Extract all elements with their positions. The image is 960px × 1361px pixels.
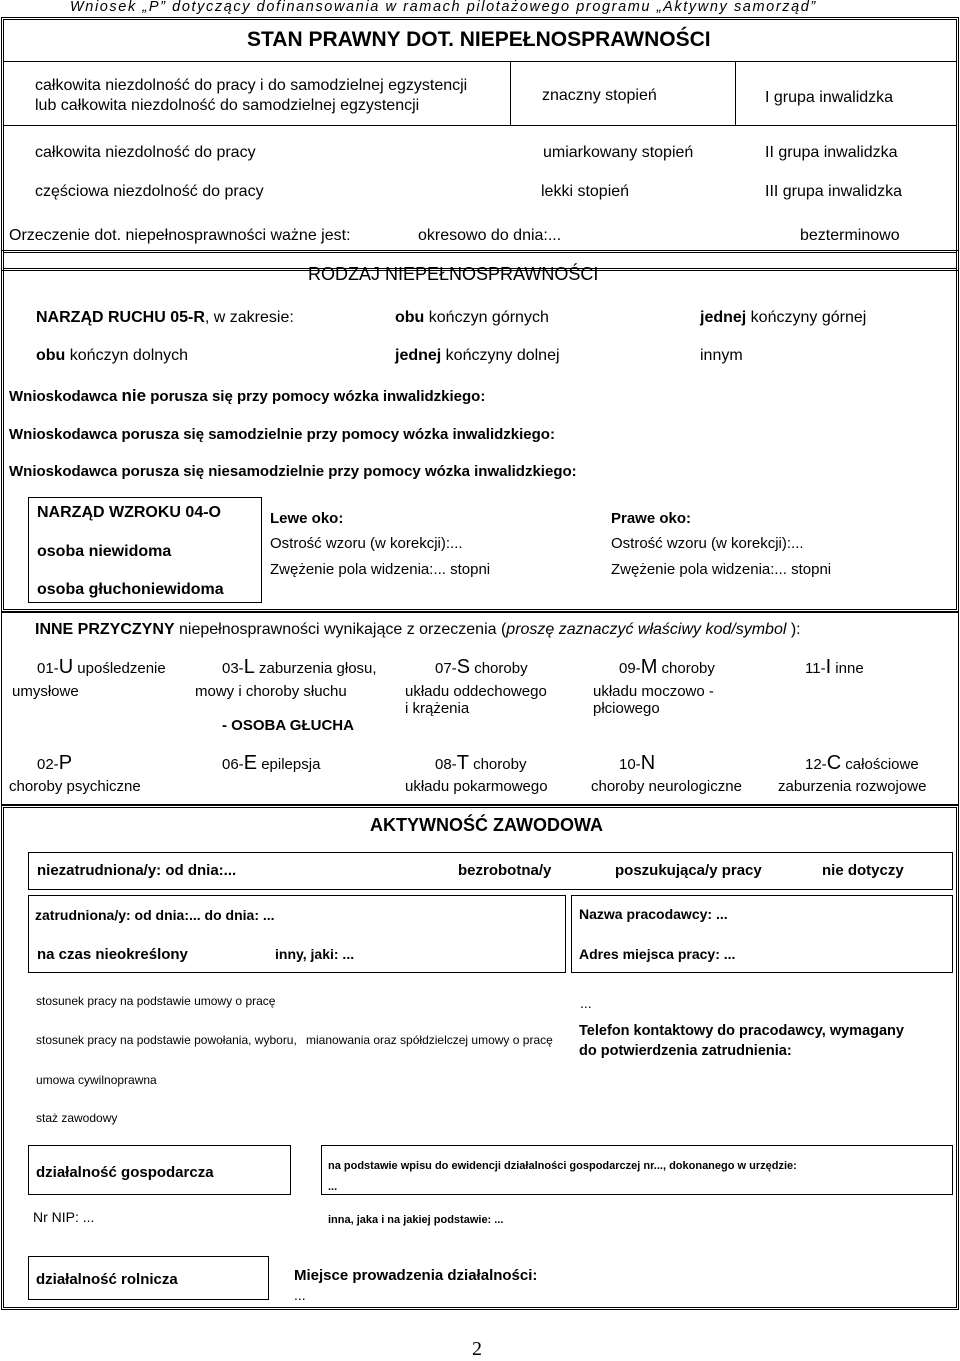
row1-degree: znaczny stopień <box>542 87 657 104</box>
wheelchair-self: Wnioskodawca porusza się samodzielnie przy pomocy wózka inwalidzkiego: <box>9 426 555 443</box>
code-l-line3: - OSOBA GŁUCHA <box>222 717 354 734</box>
unemployed-since: niezatrudniona/y: od dnia:... <box>37 862 237 879</box>
right-eye-acuity: Ostrość wzoru (w korekcji):... <box>611 535 804 552</box>
not-applicable: nie dotyczy <box>822 862 904 879</box>
code-m-line3: płciowego <box>593 700 660 717</box>
work-title: AKTYWNOŚĆ ZAWODOWA <box>370 815 603 835</box>
registry-entry: na podstawie wpisu do ewidencji działalności gospodarczej nr..., dokonanego w urzędzie: <box>328 1160 797 1172</box>
one-upper-limb: jednej kończyny górnej <box>700 309 867 326</box>
code-m-line2: układu moczowo - <box>593 683 714 700</box>
employer-address: Adres miejsca pracy: ... <box>579 946 736 962</box>
employer-phone: Telefon kontaktowy do pracodawcy, wymagany <box>579 1023 904 1039</box>
job-seeking: poszukująca/y pracy <box>615 862 762 879</box>
code-n: 10-N <box>619 752 656 774</box>
row3-degree: lekki stopień <box>541 183 630 200</box>
code-i: 11-I inne <box>805 656 864 678</box>
business-activity: działalność gospodarcza <box>36 1164 214 1181</box>
farming-activity: działalność rolnicza <box>36 1271 178 1288</box>
other-limb: innym <box>700 347 743 364</box>
validity-indefinite: bezterminowo <box>800 227 900 244</box>
code-l: 03-L zaburzenia głosu, <box>222 656 377 678</box>
contract-appointment: stosunek pracy na podstawie powołania, wyboru, <box>36 1033 297 1047</box>
code-t: 08-T choroby <box>435 752 527 774</box>
page-header: Wniosek „P” dotyczący dofinansowania w ramach pilotażowego programu „Aktywny samorząd” <box>70 0 817 15</box>
other-causes-title: INNE PRZYCZYNY niepełnosprawności wynikające z orzeczenia (proszę zaznaczyć właściwy kod/symbol ): <box>35 621 801 638</box>
registry-entry-2: ... <box>328 1181 338 1193</box>
business-place-label: Miejsce prowadzenia działalności: <box>294 1267 538 1284</box>
validity-label: Orzeczenie dot. niepełnosprawności ważne jest: <box>9 227 351 244</box>
employer-name: Nazwa pracodawcy: ... <box>579 906 728 922</box>
legal-status-title: STAN PRAWNY DOT. NIEPEŁNOSPRAWNOŚCI <box>247 28 711 51</box>
row3-group: III grupa inwalidzka <box>765 183 902 200</box>
code-c-line2: zaburzenia rozwojowe <box>778 778 927 795</box>
both-upper-limbs: obu kończyn górnych <box>395 309 549 326</box>
page-number: 2 <box>472 1338 482 1360</box>
code-s: 07-S choroby <box>435 656 528 678</box>
row2-label: całkowita niezdolność do pracy <box>35 144 256 161</box>
left-eye-title: Lewe oko: <box>270 510 344 527</box>
code-s-line3: i krążenia <box>405 700 470 717</box>
motor-organ: NARZĄD RUCHU 05-R, w zakresie: <box>36 309 294 326</box>
row2-group: II grupa inwalidzka <box>765 144 898 161</box>
vision-title: NARZĄD WZROKU 04-O <box>37 504 221 521</box>
row3-label: częściowa niezdolność do pracy <box>35 183 264 200</box>
internship: staż zawodowy <box>36 1111 118 1125</box>
both-lower-limbs: obu kończyn dolnych <box>36 347 189 364</box>
right-eye-title: Prawe oko: <box>611 510 692 527</box>
code-t-line2: układu pokarmowego <box>405 778 548 795</box>
nip-number: Nr NIP: ... <box>33 1209 95 1225</box>
wheelchair-none: Wnioskodawca nie porusza się przy pomocy wózka inwalidzkiego: <box>9 386 486 405</box>
code-s-line2: układu oddechowego <box>405 683 547 700</box>
one-lower-limb: jednej kończyny dolnej <box>395 347 560 364</box>
wheelchair-assisted: Wnioskodawca porusza się niesamodzielnie przy pomocy wózka inwalidzkiego: <box>9 463 577 480</box>
row1-label-a: całkowita niezdolność do pracy i do samodzielnej egzystencji <box>35 77 468 94</box>
code-n-line2: choroby neurologiczne <box>591 778 742 795</box>
row1-label-b: lub całkowita niezdolność do samodzielnej egzystencji <box>35 97 420 114</box>
contract-appointment-2: mianowania oraz spółdzielczej umowy o pracę <box>306 1033 553 1047</box>
contract-civil: umowa cywilnoprawna <box>36 1073 157 1087</box>
row2-degree: umiarkowany stopień <box>543 144 694 161</box>
kind-title: RODZAJ NIEPEŁNOSPRAWNOŚCI <box>308 264 599 284</box>
contract-employment: stosunek pracy na podstawie umowy o pracę <box>36 994 276 1008</box>
contract-other: inny, jaki: ... <box>275 946 355 962</box>
deafblind-person: osoba głuchoniewidoma <box>37 581 224 598</box>
employed-since: zatrudniona/y: od dnia:... do dnia: ... <box>35 907 275 923</box>
employer-phone-2: do potwierdzenia zatrudnienia: <box>579 1043 792 1059</box>
other-causes-box <box>1 612 959 805</box>
contract-indefinite: na czas nieokreślony <box>37 946 188 963</box>
code-c: 12-C całościowe <box>805 752 919 774</box>
code-u-line2: umysłowe <box>12 683 79 700</box>
right-eye-field: Zwężenie pola widzenia:... stopni <box>611 561 832 578</box>
employer-address-cont: ... <box>580 995 592 1011</box>
business-place-value: ... <box>294 1287 306 1303</box>
code-e: 06-E epilepsja <box>222 752 321 774</box>
code-u: 01-U upośledzenie <box>37 656 166 678</box>
blind-person: osoba niewidoma <box>37 543 172 560</box>
left-eye-acuity: Ostrość wzoru (w korekcji):... <box>270 535 463 552</box>
code-l-line2: mowy i choroby słuchu <box>195 683 347 700</box>
row1-group: I grupa inwalidzka <box>765 89 894 106</box>
code-m: 09-M choroby <box>619 656 715 678</box>
validity-periodic: okresowo do dnia:... <box>418 227 562 244</box>
code-p-line2: choroby psychiczne <box>9 778 141 795</box>
jobless: bezrobotna/y <box>458 862 552 879</box>
left-eye-field: Zwężenie pola widzenia:... stopni <box>270 561 491 578</box>
code-p: 02-P <box>37 752 73 774</box>
registry-other: inna, jaka i na jakiej podstawie: ... <box>328 1214 504 1226</box>
